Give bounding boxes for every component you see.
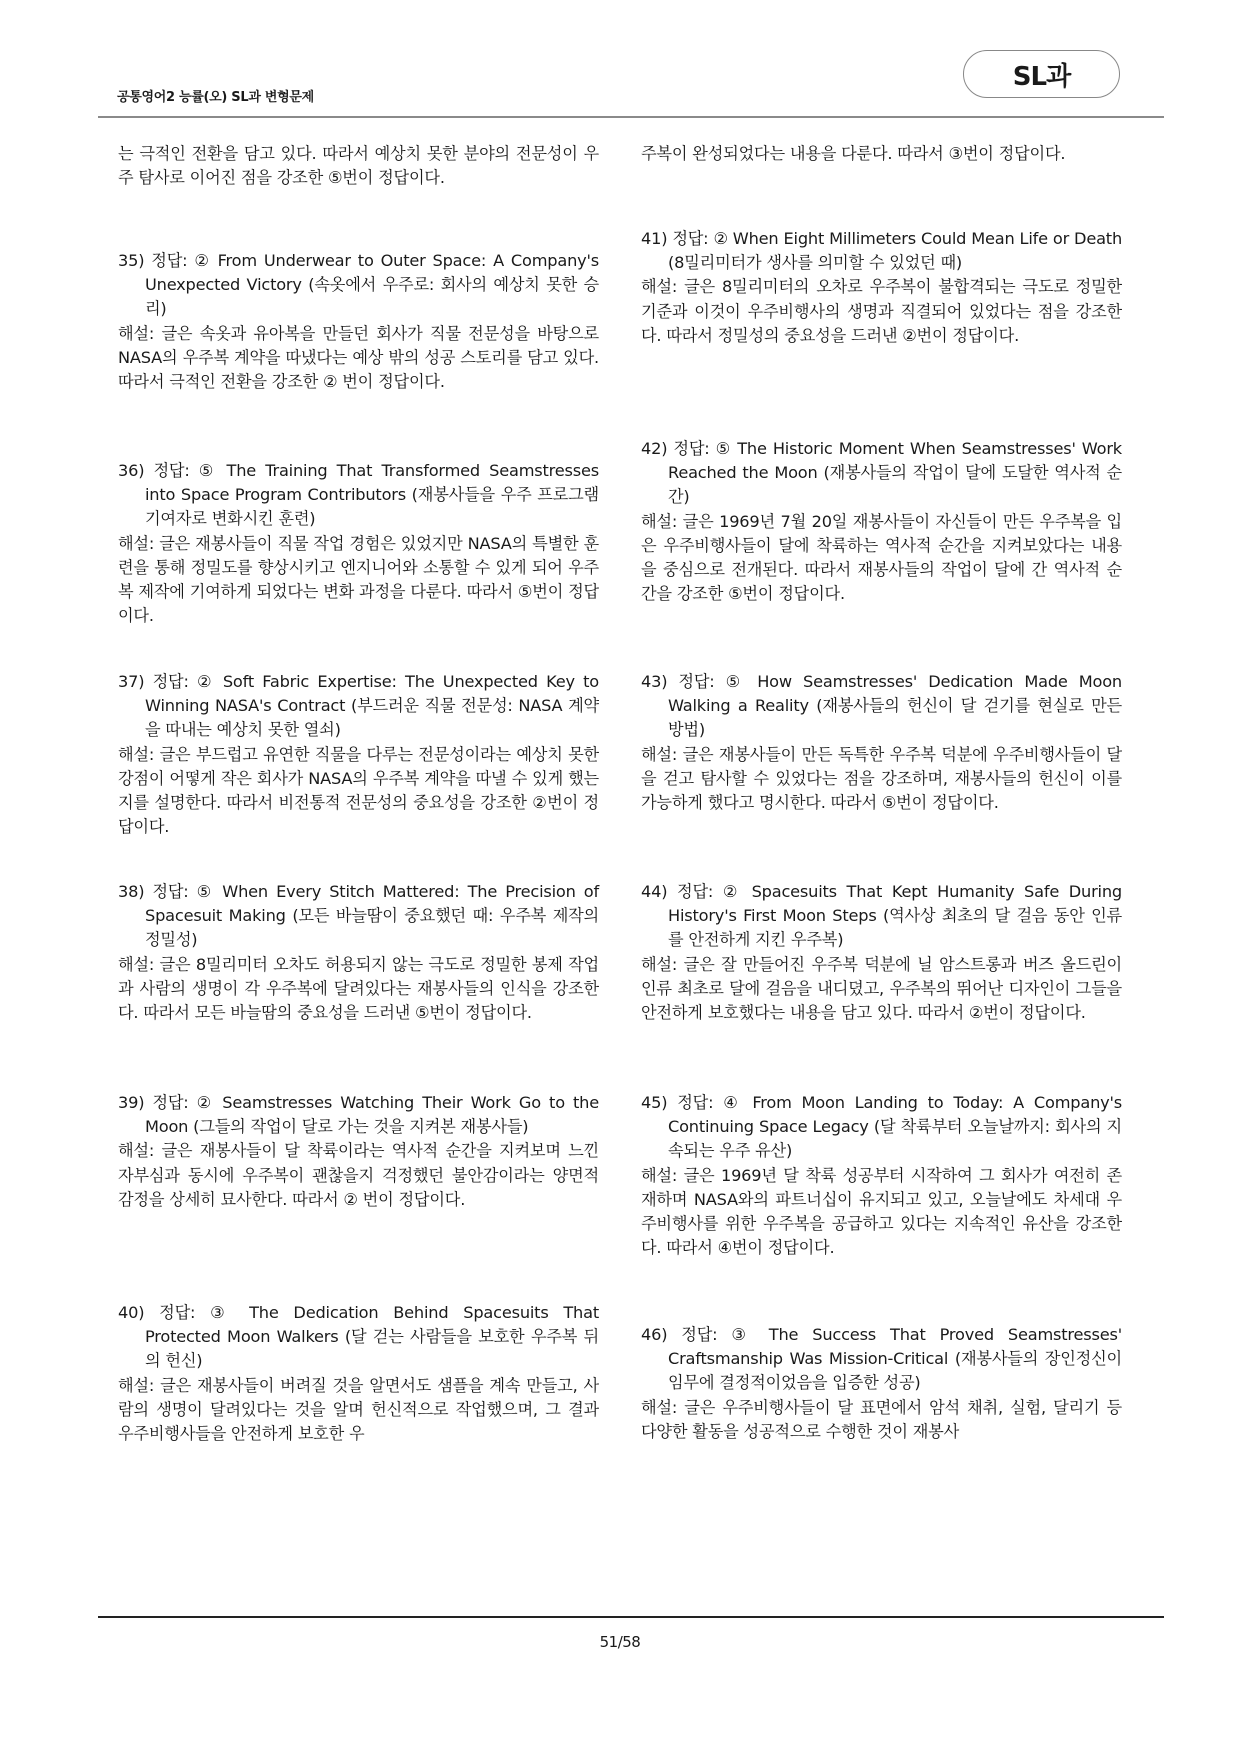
answer-line: 45) 정답: ④ From Moon Landing to Today: A Company's Continuing Space Legacy (달 착륙부터 오늘날까지: 회사의 지속되는 우주 유산): [641, 1093, 1122, 1161]
answer-line: 40) 정답: ③ The Dedication Behind Spacesuits That Protected Moon Walkers (달 걷는 사람들을 보호한 우주복 뒤의 헌신): [118, 1303, 599, 1371]
page-number: 51/58: [599, 1633, 641, 1651]
answer-item-41: [641, 227, 1122, 348]
answer-line: 46) 정답: ③ The Success That Proved Seamstresses' Craftsmanship Was Mission-Critical (재봉사들의 장인정신이 임무에 결정적이었음을 입증한 성공): [641, 1325, 1122, 1393]
explanation-text: 해설: 글은 잘 만들어진 우주복 덕분에 닐 암스트롱과 버즈 올드린이 인류 최초로 달에 걸음을 내디뎠고, 우주복의 뛰어난 디자인이 그들을 안전하게 보호했다는 내용을 담고 있다. 따라서 ②번이 정답이다.: [641, 954, 1122, 1023]
answer-item-40: [118, 1301, 599, 1446]
answer-item-36: [118, 459, 599, 628]
left-column: [118, 142, 599, 1444]
explanation-text: 해설: 글은 부드럽고 유연한 직물을 다루는 전문성이라는 예상치 못한 강점이 어떻게 작은 회사가 NASA의 우주복 계약을 따낼 수 있게 했는지를 설명한다. 따라서 비전통적 전문성의 중요성을 강조한 ②번이 정답이다.: [118, 744, 599, 837]
footer-divider: [98, 1616, 1164, 1618]
right-column: [641, 142, 1122, 1441]
answer-line: 44) 정답: ② Spacesuits That Kept Humanity Safe During History's First Moon Steps (역사상 최초의 달 걸음 동안 인류를 안전하게 지킨 우주복): [641, 882, 1122, 950]
explanation-text: 해설: 글은 재봉사들이 만든 독특한 우주복 덕분에 우주비행사들이 달을 걷고 탐사할 수 있었다는 점을 강조하며, 재봉사들의 헌신이 이를 가능하게 했다고 명시한다. 따라서 ⑤번이 정답이다.: [641, 744, 1122, 813]
answer-line: 38) 정답: ⑤ When Every Stitch Mattered: The Precision of Spacesuit Making (모든 바늘땀이 중요했던 때: 우주복 제작의 정밀성): [118, 882, 599, 950]
header-divider: [98, 116, 1164, 118]
answer-line: 36) 정답: ⑤ The Training That Transformed Seamstresses into Space Program Contributors (재봉사들을 우주 프로그램 기여자로 변화시킨 훈련): [118, 461, 599, 529]
answer-item-37: [118, 670, 599, 839]
lesson-badge: SL과: [963, 50, 1120, 98]
explanation-text: 해설: 글은 우주비행사들이 달 표면에서 암석 채취, 실험, 달리기 등 다양한 활동을 성공적으로 수행한 것이 재봉사: [641, 1397, 1122, 1441]
answer-line: 41) 정답: ② When Eight Millimeters Could Mean Life or Death (8밀리미터가 생사를 의미할 수 있었던 때): [641, 229, 1122, 273]
explanation-text: 해설: 글은 1969년 7월 20일 재봉사들이 자신들이 만든 우주복을 입은 우주비행사들이 달에 착륙하는 역사적 순간을 지켜보았다는 내용을 중심으로 전개된다. 따라서 재봉사들의 작업이 달에 간 역사적 순간을 강조한 ⑤번이 정답이다.: [641, 511, 1122, 604]
continued-explanation: 는 극적인 전환을 담고 있다. 따라서 예상치 못한 분야의 전문성이 우주 탐사로 이어진 점을 강조한 ⑤번이 정답이다.: [118, 144, 599, 188]
answer-item-45: [641, 1091, 1122, 1260]
continued-explanation: 주복이 완성되었다는 내용을 다룬다. 따라서 ③번이 정답이다.: [641, 144, 1066, 163]
answer-item-43: [641, 670, 1122, 815]
explanation-text: 해설: 글은 속옷과 유아복을 만들던 회사가 직물 전문성을 바탕으로 NASA의 우주복 계약을 따냈다는 예상 밖의 성공 스토리를 담고 있다. 따라서 극적인 전환을 강조한 ② 번이 정답이다.: [118, 323, 599, 392]
explanation-text: 해설: 글은 재봉사들이 버려질 것을 알면서도 샘플을 계속 만들고, 사람의 생명이 달려있다는 것을 알며 헌신적으로 작업했으며, 그 결과 우주비행사들을 안전하게 보호한 우: [118, 1375, 599, 1444]
document-title: 공통영어2 능률(오) SL과 변형문제: [117, 90, 314, 105]
answer-item-42: [641, 437, 1122, 606]
answer-item-44: [641, 880, 1122, 1025]
explanation-text: 해설: 글은 8밀리미터의 오차로 우주복이 불합격되는 극도로 정밀한 기준과 이것이 우주비행사의 생명과 직결되어 있었다는 점을 강조한다. 따라서 정밀성의 중요성을 드러낸 ②번이 정답이다.: [641, 277, 1122, 345]
answer-line: 43) 정답: ⑤ How Seamstresses' Dedication Made Moon Walking a Reality (재봉사들의 헌신이 달 걷기를 현실로 만든 방법): [641, 672, 1122, 740]
answer-line: 42) 정답: ⑤ The Historic Moment When Seamstresses' Work Reached the Moon (재봉사들의 작업이 달에 도달한 역사적 순간): [641, 439, 1122, 507]
explanation-text: 해설: 글은 재봉사들이 달 착륙이라는 역사적 순간을 지켜보며 느낀 자부심과 동시에 우주복이 괜찮을지 걱정했던 불안감이라는 양면적 감정을 상세히 묘사한다. 따라서 ② 번이 정답이다.: [118, 1141, 599, 1209]
explanation-text: 해설: 글은 재봉사들이 직물 작업 경험은 있었지만 NASA의 특별한 훈련을 통해 정밀도를 향상시키고 엔지니어와 소통할 수 있게 되어 우주복 제작에 기여하게 되었다는 변화 과정을 다룬다. 따라서 ⑤번이 정답이다.: [118, 533, 599, 626]
answer-line: 37) 정답: ② Soft Fabric Expertise: The Unexpected Key to Winning NASA's Contract (부드러운 직물 전문성: NASA 계약을 따내는 예상치 못한 열쇠): [118, 672, 599, 740]
answer-item-46: [641, 1323, 1122, 1444]
answer-line: 35) 정답: ② From Underwear to Outer Space: A Company's Unexpected Victory (속옷에서 우주로: 회사의 예상치 못한 승리): [118, 251, 599, 319]
explanation-text: 해설: 글은 1969년 달 착륙 성공부터 시작하여 그 회사가 여전히 존재하며 NASA와의 파트너십이 유지되고 있고, 오늘날에도 차세대 우주비행사를 위한 우주복을 공급하고 있다는 지속적인 유산을 강조한다. 따라서 ④번이 정답이다.: [641, 1165, 1122, 1258]
explanation-text: 해설: 글은 8밀리미터 오차도 허용되지 않는 극도로 정밀한 봉제 작업과 사람의 생명이 각 우주복에 달려있다는 재봉사들의 인식을 강조한다. 따라서 모든 바늘땀의 중요성을 드러낸 ⑤번이 정답이다.: [118, 954, 599, 1023]
answer-item-38: [118, 880, 599, 1025]
answer-line: 39) 정답: ② Seamstresses Watching Their Work Go to the Moon (그들의 작업이 달로 가는 것을 지켜본 재봉사들): [118, 1093, 599, 1137]
answer-item-35: [118, 249, 599, 394]
answer-item-39: [118, 1091, 599, 1212]
